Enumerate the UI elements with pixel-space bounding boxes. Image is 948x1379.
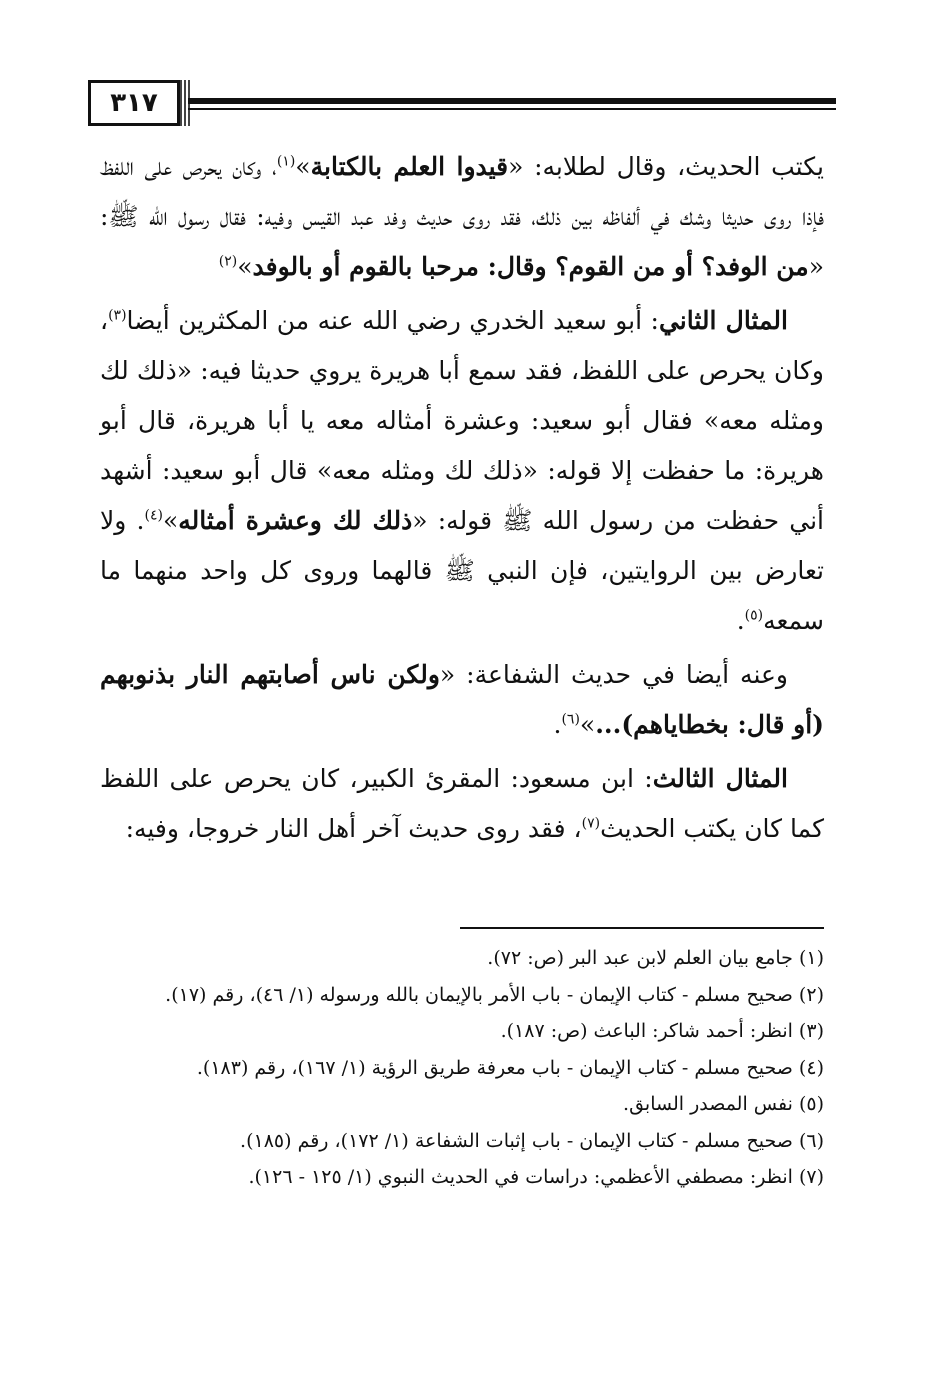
text-run: : ابن مسعود: المقرئ الكبير، كان يحرص على اللفظ كما كان يكتب الحديث — [100, 764, 824, 843]
bold-quote: ولكن ناس أصابتهم النار بذنوبهم (أو قال: بخطاياهم)... — [100, 660, 824, 739]
text-run: » — [162, 506, 179, 535]
paragraph-p3 — [100, 650, 824, 750]
footnote-item: (٣) انظر: أحمد شاكر: الباعث (ص: ١٨٧). — [500, 1020, 824, 1042]
bold-quote: قيدوا العلم بالكتابة — [310, 152, 509, 181]
footnote-item: (٦) صحيح مسلم - كتاب الإيمان - باب إثبات الشفاعة (١/ ١٧٢)، رقم (١٨٥). — [240, 1129, 824, 1152]
footnote-separator — [460, 927, 824, 929]
text-run: . — [553, 710, 562, 739]
footnote-item: (١) جامع بيان العلم لابن عبد البر (ص: ٧٢). — [487, 947, 824, 969]
bold-quote: من الوفد؟ أو من القوم؟ وقال: مرحبا بالقوم أو بالوفد — [252, 252, 809, 281]
bold-quote: ذلك لك وعشرة أمثاله — [178, 506, 413, 535]
footnote-ref: (٧) — [581, 815, 601, 832]
footnote-item: (٢) صحيح مسلم - كتاب الإيمان - باب الأمر بالإيمان بالله ورسوله (١/ ٤٦)، رقم (١٧). — [165, 983, 824, 1006]
header-rule-thick — [188, 98, 836, 104]
footnote-ref: (٣) — [108, 307, 127, 324]
page-header — [88, 80, 836, 132]
text-run: » — [579, 710, 596, 739]
text-run: . ولا تعارض بين الروايتين، فإن النبي ﷺ قالهما وروى كل واحد منهما ما سمعه — [100, 506, 824, 635]
text-run: يكتب الحديث، وقال لطلابه: « — [508, 152, 824, 181]
text-run: وعنه أيضا في حديث الشفاعة: « — [439, 660, 788, 689]
text-run: : أبو سعيد الخدري رضي الله عنه من المكثرين أيضا — [126, 306, 659, 335]
footnote-ref: (٥) — [744, 607, 764, 624]
header-rule — [188, 98, 836, 110]
text-run: ، وكان يحرص على اللفظ فإذا روى حديثا وشك في ألفاظه بين ذلك، فقد روى حديث وفد عبد القيس وفيه: فقال رسول الله ﷺ: « — [100, 152, 824, 281]
main-text — [100, 142, 824, 858]
footnotes — [100, 940, 824, 1196]
text-run: » — [237, 252, 253, 281]
footnote-item: (٧) انظر: مصطفي الأعظمي: دراسات في الحديث النبوي (١/ ١٢٥ - ١٢٦). — [248, 1166, 824, 1188]
footnote-item: (٤) صحيح مسلم - كتاب الإيمان - باب معرفة طريق الرؤية (١/ ١٦٧)، رقم (١٨٣). — [196, 1056, 824, 1079]
text-run: . — [736, 606, 745, 635]
page-number: ٣١٧ — [88, 80, 180, 126]
paragraph-p1 — [100, 142, 824, 292]
text-run: ، فقد روى حديث آخر أهل النار خروجا، وفيه: — [125, 814, 582, 843]
footnote-ref: (٢) — [218, 253, 238, 270]
text-run: » — [295, 152, 311, 181]
header-rule-thin — [188, 108, 836, 110]
bold-quote: المثال الثالث — [652, 764, 788, 793]
text-run: ، وكان يحرص على اللفظ، فقد سمع أبا هريرة يروي حديثا فيه: «ذلك لك ومثله معه» فقال أبو سعيد: وعشرة أمثاله معه يا أبا هريرة، قال أبو هريرة: ما حفظت إلا قوله: «ذلك لك ومثله معه» قال أبو سعيد: أشهد أني حفظت من رسول الله ﷺ قوله: « — [100, 306, 824, 535]
footnote-ref: (١) — [276, 153, 296, 170]
paragraph-p2 — [100, 296, 824, 646]
footnote-item: (٥) نفس المصدر السابق. — [623, 1093, 824, 1115]
bold-quote: المثال الثاني — [658, 306, 788, 335]
footnote-ref: (٦) — [561, 711, 580, 728]
paragraph-p4 — [100, 754, 824, 854]
footnote-ref: (٤) — [144, 507, 163, 524]
